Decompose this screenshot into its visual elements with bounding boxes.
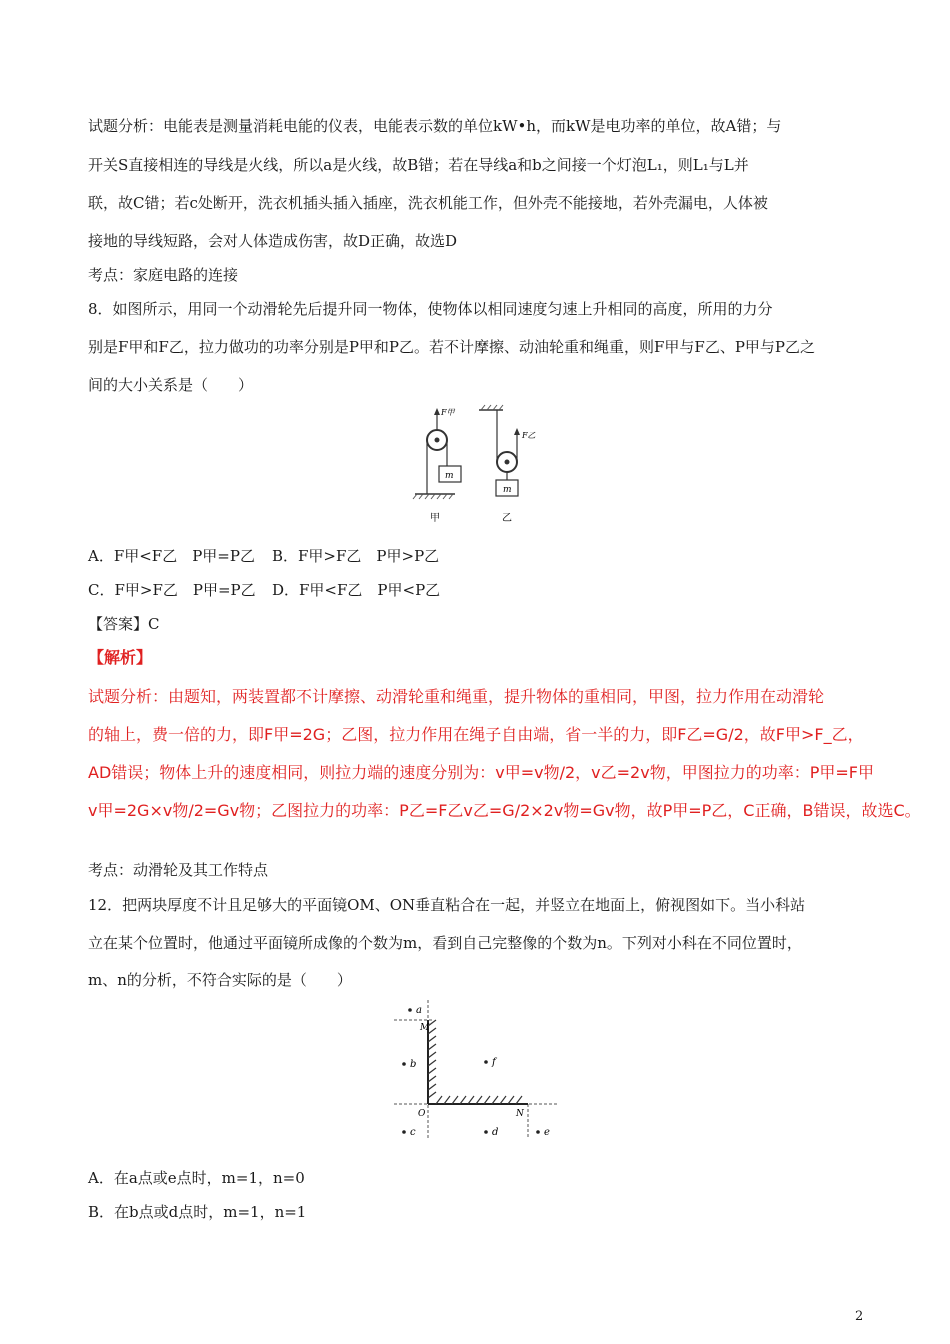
q8-jiexi-line-1: 试题分析：由题知，两装置都不计摩擦、动滑轮重和绳重，提升物体的重相同，甲图，拉力作用在动滑轮 <box>88 687 825 706</box>
force-jia-label: F甲 <box>441 408 455 417</box>
point-o-label: O <box>418 1109 426 1119</box>
q12-stem-line-3: m、n的分析，不符合实际的是（ ） <box>88 971 352 989</box>
point-b-label: b <box>410 1059 417 1070</box>
analysis-line-2: 开关S直接相连的导线是火线，所以a是火线，故B错；若在导线a和b之间接一个灯泡L₁，则L₁与L并 <box>88 156 749 174</box>
topic-label-1: 考点：家庭电路的连接 <box>88 266 239 284</box>
q8-jiexi-label: 【解析】 <box>88 648 153 667</box>
q8-answer: 【答案】C <box>88 615 160 633</box>
point-n-label: N <box>516 1109 524 1119</box>
point-e-label: e <box>544 1127 550 1138</box>
mass-left-label: m <box>445 471 454 481</box>
q8-option-b: B．F甲>F乙 P甲>P乙 <box>272 547 440 565</box>
point-f-label: f <box>492 1057 496 1068</box>
pulley-figure <box>405 404 555 526</box>
q8-jiexi-line-4: v甲=2G×v物/2=Gv物；乙图拉力的功率：P乙=F乙v乙=G/2×2v物=Gv物，故P甲=P乙，C正确，B错误，故选C。 <box>88 801 921 820</box>
q8-option-d: D．F甲<F乙 P甲<P乙 <box>272 581 441 599</box>
mass-right-label: m <box>503 485 512 495</box>
force-yi-label: F乙 <box>522 431 536 440</box>
q8-option-a: A．F甲<F乙 P甲=P乙 <box>88 547 255 565</box>
analysis-line-1: 试题分析：电能表是测量消耗电能的仪表，电能表示数的单位kW•h，而kW是电功率的单位，故A错；与 <box>88 117 782 135</box>
q8-option-c: C．F甲>F乙 P甲=P乙 <box>88 581 256 599</box>
point-m-label: M <box>420 1023 430 1033</box>
page-number: 2 <box>855 1309 864 1324</box>
q8-stem-line-1: 8．如图所示，用同一个动滑轮先后提升同一物体，使物体以相同速度匀速上升相同的高度，所用的力分 <box>88 300 773 318</box>
q12-option-a: A．在a点或e点时，m=1，n=0 <box>88 1169 305 1187</box>
q12-stem-line-1: 12．把两块厚度不计且足够大的平面镜OM、ON垂直粘合在一起，并竖立在地面上，俯视图如下。当小科站 <box>88 896 806 914</box>
q12-stem-line-2: 立在某个位置时，他通过平面镜所成像的个数为m，看到自己完整像的个数为n。下列对小科在不同位置时， <box>88 934 802 952</box>
caption-yi: 乙 <box>502 513 512 524</box>
point-a-label: a <box>416 1005 422 1016</box>
mirror-figure <box>392 998 562 1144</box>
q8-jiexi-line-2: 的轴上，费一倍的力，即F甲=2G；乙图，拉力作用在绳子自由端，省一半的力，即F乙=G/2，故F甲>F_乙， <box>88 725 864 744</box>
point-c-label: c <box>410 1127 416 1138</box>
q12-option-b: B．在b点或d点时，m=1，n=1 <box>88 1203 307 1221</box>
caption-jia: 甲 <box>430 513 440 524</box>
q8-jiexi-line-3: AD错误；物体上升的速度相同，则拉力端的速度分别为：v甲=v物/2，v乙=2v物，甲图拉力的功率：P甲=F甲 <box>88 763 874 782</box>
analysis-line-3: 联，故C错；若c处断开，洗衣机插头插入插座，洗衣机能工作，但外壳不能接地，若外壳漏电，人体被 <box>88 194 768 212</box>
q8-stem-line-2: 别是F甲和F乙，拉力做功的功率分别是P甲和P乙。若不计摩擦、动油轮重和绳重，则F甲与F乙、P甲与P乙之 <box>88 338 816 356</box>
q8-stem-line-3: 间的大小关系是（ ） <box>88 376 254 394</box>
point-d-label: d <box>492 1127 499 1138</box>
analysis-line-4: 接地的导线短路，会对人体造成伤害，故D正确，故选D <box>88 232 458 250</box>
topic-label-2: 考点：动滑轮及其工作特点 <box>88 861 269 879</box>
